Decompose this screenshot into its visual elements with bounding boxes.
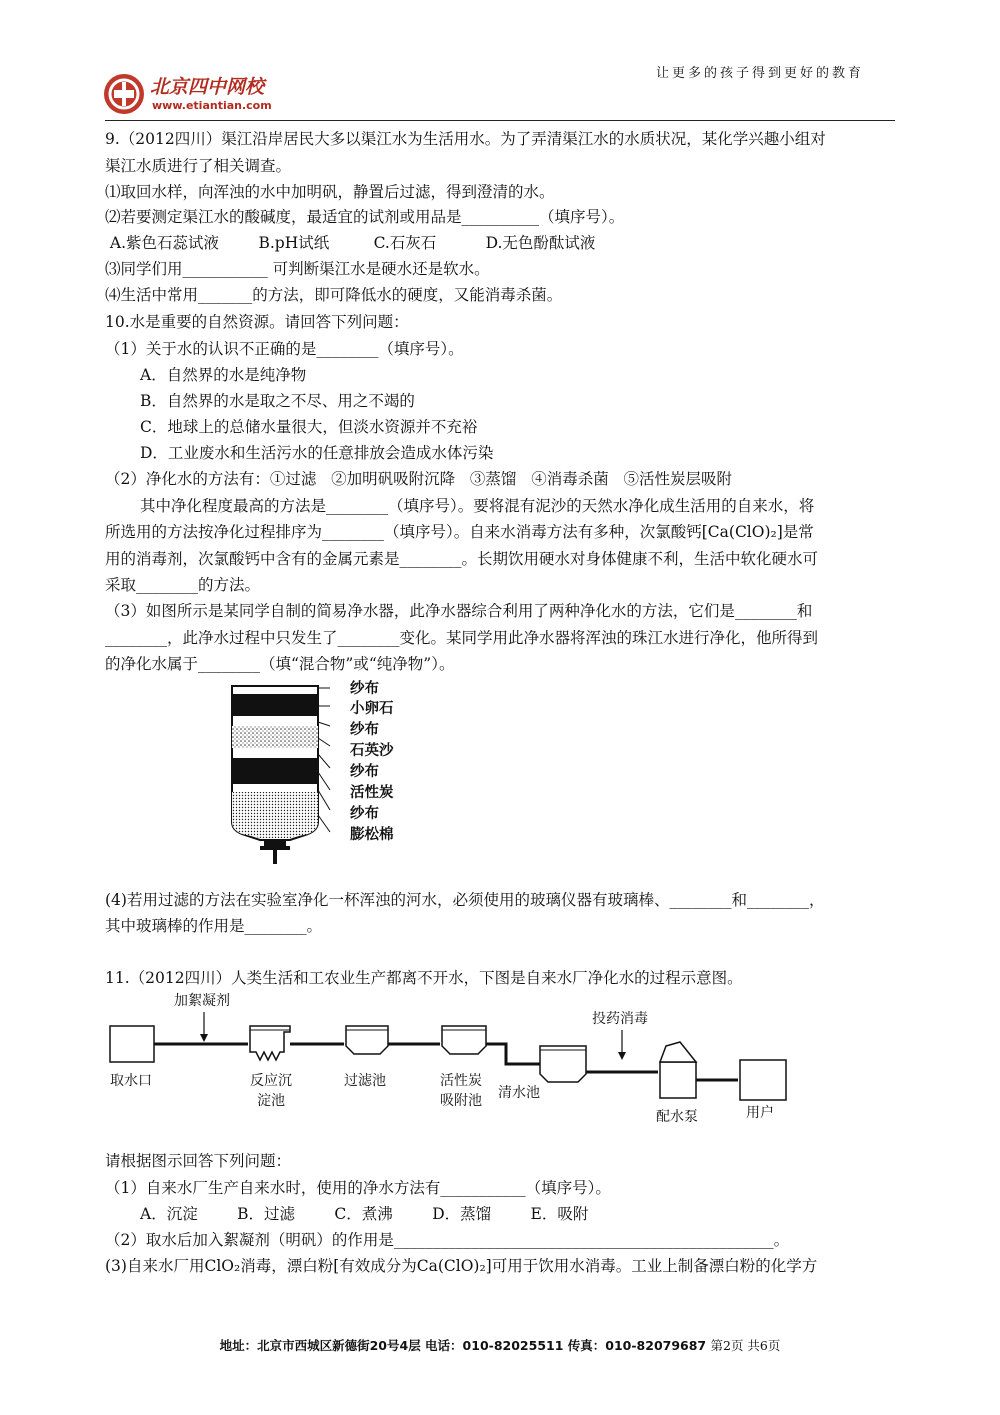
filter-label-gauze-3: 纱布 — [350, 763, 379, 780]
q10-line-15: (4)若用过滤的方法在实验室净化一杯浑浊的河水，必须使用的玻璃仪器有玻璃棒、________和________， — [105, 891, 825, 909]
q10-line-8: 其中净化程度最高的方法是________（填序号）。要将混有泥沙的天然水净化成生活用的自来水，将 — [140, 497, 815, 515]
q9-line-1: 9.（2012四川）渠江沿岸居民大多以渠江水为生活用水。为了弄清渠江水的水质状况，某化学兴趣小组对 — [105, 130, 826, 148]
logo-name: 北京四中网校 — [150, 76, 265, 98]
water-filter-drawing — [220, 680, 340, 865]
flow-label-disinfect: 投药消毒 — [592, 1011, 648, 1027]
flow-label-filter: 过滤池 — [344, 1073, 386, 1089]
q11-line-3: （1）自来水厂生产自来水时，使用的净水方法有___________（填序号）。 — [105, 1179, 611, 1197]
q9-options: A.紫色石蕊试液 B.pH试纸 C.石灰石 D.无色酚酞试液 — [105, 234, 596, 252]
filter-label-gauze-2: 纱布 — [350, 721, 379, 738]
q11-line-2: 请根据图示回答下列问题： — [105, 1152, 292, 1170]
q11-line-6: (3)自来水厂用ClO₂消毒，漂白粉[有效成分为Ca(ClO)₂]可用于饮用水消毒。工业上制备漂白粉的化学方 — [105, 1257, 818, 1275]
flow-label-settling-1: 反应沉 — [250, 1073, 292, 1089]
q10-line-9: 所选用的方法按净化过程排序为________（填序号）。自来水消毒方法有多种，次氯酸钙[Ca(ClO)₂]是常 — [105, 523, 814, 541]
filter-label-pebbles: 小卵石 — [350, 700, 394, 717]
footer-page-number: 第2页 共6页 — [710, 1338, 781, 1353]
q9-line-6: ⑶同学们用___________ 可判断渠江水是硬水还是软水。 — [105, 260, 490, 278]
page-footer — [0, 1336, 1000, 1354]
filter-label-gauze-4: 纱布 — [350, 805, 379, 822]
water-filter-diagram — [220, 680, 420, 865]
q9-line-4: ⑵若要测定渠江水的酸碱度，最适宜的试剂或用品是__________（填序号）。 — [105, 208, 625, 226]
q10-line-10: 用的消毒剂，次氯酸钙中含有的金属元素是________。长期饮用硬水对身体健康不利，生活中软化硬水可 — [105, 550, 819, 568]
filter-label-activated-carbon: 活性炭 — [350, 784, 394, 801]
q10-line-14: 的净化水属于________（填“混合物”或“纯净物”）。 — [105, 655, 455, 673]
flow-label-clear-tank: 清水池 — [498, 1085, 540, 1101]
logo-emblem-icon — [102, 72, 146, 116]
filter-label-gauze-1: 纱布 — [350, 680, 379, 697]
q9-line-2: 渠江水质进行了相关调查。 — [105, 157, 292, 175]
logo-url: www.etiantian.com — [152, 99, 272, 112]
q10-line-13: ________，此净水过程中只发生了________变化。某同学用此净水器将浑浊的珠江水进行净化，他所得到 — [105, 629, 819, 647]
q10-line-2: （1）关于水的认识不正确的是________（填序号）。 — [105, 340, 464, 358]
flow-label-pump: 配水泵 — [656, 1109, 698, 1125]
header-slogan: 让更多的孩子得到更好的教育 — [656, 66, 865, 81]
q9-line-3: ⑴取回水样，向浑浊的水中加明矾，静置后过滤，得到澄清的水。 — [105, 183, 555, 201]
header-rule — [105, 120, 895, 121]
q11-line-1: 11.（2012四川）人类生活和工农业生产都离不开水，下图是自来水厂净化水的过程示意图。 — [105, 969, 743, 987]
q9-line-7: ⑷生活中常用_______的方法，即可降低水的硬度，又能消毒杀菌。 — [105, 286, 563, 304]
flow-label-settling-2: 淀池 — [257, 1093, 285, 1109]
flow-label-coagulant: 加絮凝剂 — [174, 993, 230, 1009]
school-logo — [102, 72, 292, 118]
water-plant-flow-diagram — [100, 990, 800, 1130]
flow-label-user: 用户 — [746, 1105, 774, 1121]
q10-option-b: B．自然界的水是取之不尽、用之不竭的 — [140, 392, 415, 410]
q10-line-7: （2）净化水的方法有：①过滤 ②加明矾吸附沉降 ③蒸馏 ④消毒杀菌 ⑤活性炭层吸附 — [105, 470, 732, 488]
filter-label-cotton: 膨松棉 — [350, 826, 394, 843]
q11-line-5: （2）取水后加入絮凝剂（明矾）的作用是_________________________________________________。 — [105, 1231, 790, 1249]
footer-address: 地址：北京市西城区新德街20号4层 电话：010-82025511 传真：010-82079687 — [219, 1338, 707, 1353]
q10-option-a: A．自然界的水是纯净物 — [140, 366, 307, 384]
flow-label-carbon-2: 吸附池 — [440, 1093, 482, 1109]
filter-label-quartz-sand: 石英沙 — [350, 742, 394, 759]
q10-line-12: （3）如图所示是某同学自制的简易净水器，此净水器综合利用了两种净化水的方法，它们是________和 — [105, 602, 813, 620]
q11-options: A．沉淀 B．过滤 C．煮沸 D．蒸馏 E．吸附 — [140, 1205, 589, 1223]
flow-label-carbon-1: 活性炭 — [440, 1073, 482, 1089]
q10-option-d: D．工业废水和生活污水的任意排放会造成水体污染 — [140, 444, 494, 462]
q10-line-16: 其中玻璃棒的作用是________。 — [105, 917, 323, 935]
q10-line-1: 10.水是重要的自然资源。请回答下列问题： — [105, 313, 409, 331]
q10-line-11: 采取________的方法。 — [105, 576, 261, 594]
flow-label-intake: 取水口 — [110, 1073, 152, 1089]
q10-option-c: C．地球上的总储水量很大，但淡水资源并不充裕 — [140, 418, 478, 436]
